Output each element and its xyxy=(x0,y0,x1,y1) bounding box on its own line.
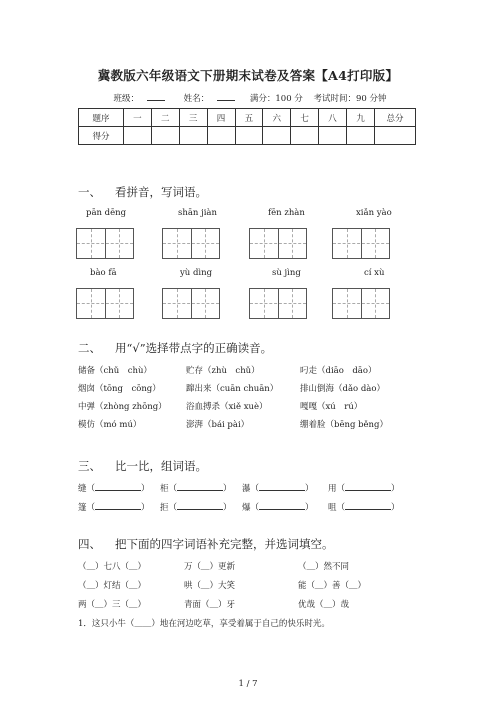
word-group-item[interactable]: 瀑（ ） xyxy=(242,481,314,494)
page-number: 1 / 7 xyxy=(238,679,258,689)
exam-time: 考试时间：90 分钟 xyxy=(313,94,387,104)
writing-box[interactable] xyxy=(76,228,134,259)
table-header-cell: 九 xyxy=(347,109,375,127)
word-group-item[interactable]: 爆（ ） xyxy=(242,500,314,513)
full-score: 满分：100 分 xyxy=(249,94,303,104)
idiom-item[interactable]: 万（＿）更新 xyxy=(184,562,236,572)
reading-item: 澎湃（bái pài） xyxy=(186,420,250,430)
class-field[interactable]: 班级： xyxy=(109,94,169,104)
section-3-heading: 三、 比一比，组词语。 xyxy=(78,459,207,473)
writing-box[interactable] xyxy=(162,288,220,319)
writing-box[interactable] xyxy=(249,288,307,319)
document-title: 冀教版六年级语文下册期末试卷及答案【A4打印版】 xyxy=(97,68,399,83)
idiom-item[interactable]: 能（＿）善（＿） xyxy=(298,581,367,591)
writing-box[interactable] xyxy=(162,228,220,259)
score-table xyxy=(78,108,416,145)
score-table-row xyxy=(79,127,416,145)
fill-in-sentence[interactable]: 1．这只小牛（＿＿）地在河边吃草，享受着属于自己的快乐时光。 xyxy=(78,619,330,629)
writing-box[interactable] xyxy=(76,288,134,319)
exam-info-line xyxy=(0,91,496,104)
word-group-item[interactable]: 缝（ ） xyxy=(78,481,150,494)
table-header-cell: 七 xyxy=(291,109,319,127)
section-4-heading: 四、 把下面的四字词语补充完整，并选词填空。 xyxy=(78,537,334,551)
score-cell[interactable] xyxy=(375,127,416,145)
section-1-heading: 一、 看拼音，写词语。 xyxy=(78,185,207,199)
word-group-item[interactable]: 拒（ ） xyxy=(160,500,232,513)
reading-item: 嘎嘎（xú rú） xyxy=(300,402,363,412)
table-header-cell: 二 xyxy=(151,109,179,127)
idiom-item[interactable]: 哄（＿）大笑 xyxy=(184,581,236,591)
reading-item: 储备（chǔ chù） xyxy=(78,366,152,376)
reading-item: 蹿出来（cuān chuān） xyxy=(186,384,279,394)
pinyin-label: yù dìng xyxy=(180,268,213,278)
score-cell[interactable] xyxy=(124,127,152,145)
writing-box[interactable] xyxy=(332,228,390,259)
idiom-item[interactable]: 青面（＿）牙 xyxy=(184,600,236,610)
pinyin-label: fēn zhàn xyxy=(268,208,305,218)
table-header-cell: 一 xyxy=(124,109,152,127)
pinyin-label: shān jiàn xyxy=(178,208,217,218)
table-header-cell: 总分 xyxy=(375,109,416,127)
score-cell[interactable] xyxy=(263,127,291,145)
reading-item: 排山倒海（dǎo dào） xyxy=(300,384,385,394)
reading-item: 烟囱（tōng cōng） xyxy=(78,384,161,394)
pinyin-label: pān dēng xyxy=(86,208,127,218)
table-header-cell: 四 xyxy=(207,109,235,127)
word-group-item[interactable]: 柜（ ） xyxy=(160,481,232,494)
table-header-cell: 三 xyxy=(179,109,207,127)
table-header-cell: 八 xyxy=(319,109,347,127)
score-row-label: 得分 xyxy=(79,127,124,145)
table-header-cell: 五 xyxy=(235,109,263,127)
pinyin-label: xiǎn yào xyxy=(356,208,392,218)
score-cell[interactable] xyxy=(207,127,235,145)
table-header-cell: 六 xyxy=(263,109,291,127)
score-cell[interactable] xyxy=(319,127,347,145)
word-group-item[interactable]: 用（ ） xyxy=(328,481,400,494)
score-table-header xyxy=(79,109,416,127)
reading-item: 贮存（zhù chǔ） xyxy=(186,366,260,376)
pinyin-label: cí xù xyxy=(364,268,385,278)
table-header-cell: 题序 xyxy=(79,109,124,127)
reading-item: 模仿（mó mú） xyxy=(78,420,142,430)
idiom-item[interactable]: 两（＿）三（＿） xyxy=(78,600,147,610)
score-cell[interactable] xyxy=(179,127,207,145)
section-2-heading: 二、 用“√”选择带点字的正确读音。 xyxy=(78,341,273,355)
writing-box[interactable] xyxy=(332,288,390,319)
score-cell[interactable] xyxy=(151,127,179,145)
reading-item: 绷着脸（bēng běng） xyxy=(300,420,388,430)
word-group-item[interactable]: 篷（ ） xyxy=(78,500,150,513)
pinyin-label: bào fā xyxy=(90,268,117,278)
reading-item: 浴血搏杀（xiě xuè） xyxy=(186,402,268,412)
reading-item: 中弹（zhòng zhōng） xyxy=(78,402,167,412)
writing-box[interactable] xyxy=(249,228,307,259)
reading-item: 叼走（diāo dāo） xyxy=(300,366,377,376)
idiom-item[interactable]: 优哉（＿）哉 xyxy=(298,600,350,610)
idiom-item[interactable]: （＿）七八（＿） xyxy=(78,562,147,572)
score-cell[interactable] xyxy=(347,127,375,145)
score-cell[interactable] xyxy=(291,127,319,145)
score-cell[interactable] xyxy=(235,127,263,145)
pinyin-label: sù jìng xyxy=(272,268,301,278)
name-field[interactable]: 姓名： xyxy=(180,94,240,104)
idiom-item[interactable]: （＿）然不同 xyxy=(298,562,350,572)
word-group-item[interactable]: 咀（ ） xyxy=(328,500,400,513)
idiom-item[interactable]: （＿）灯结（＿） xyxy=(78,581,147,591)
